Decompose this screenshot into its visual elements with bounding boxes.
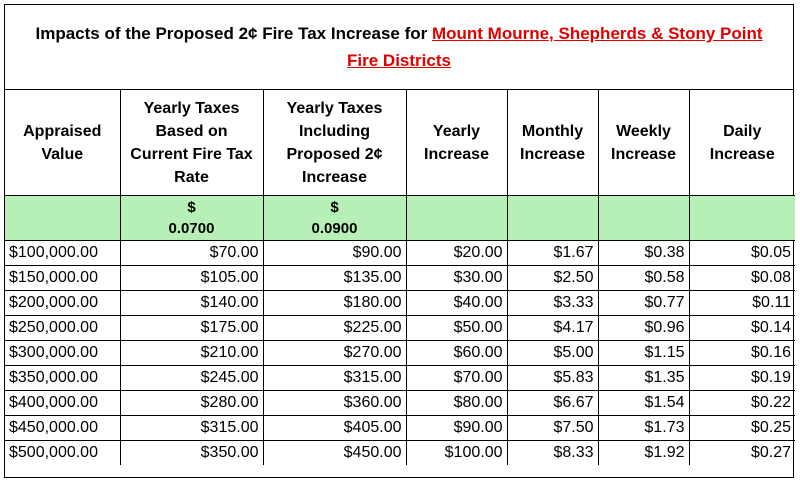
yearly-increase-cell: $50.00 xyxy=(406,316,507,341)
current-taxes-cell: $175.00 xyxy=(120,316,263,341)
current-taxes-cell: $105.00 xyxy=(120,266,263,291)
proposed-taxes-cell: $225.00 xyxy=(263,316,406,341)
table-row xyxy=(5,366,795,391)
current-rate-symbol: $ xyxy=(187,199,196,216)
yearly-increase-cell: $20.00 xyxy=(406,241,507,266)
monthly-increase-cell: $1.67 xyxy=(507,241,598,266)
daily-increase-cell: $0.11 xyxy=(689,291,795,316)
current-rate-cell xyxy=(120,196,263,241)
yearly-increase-cell: $30.00 xyxy=(406,266,507,291)
rate-cell-empty xyxy=(598,196,689,241)
monthly-increase-cell: $5.83 xyxy=(507,366,598,391)
daily-increase-cell: $0.16 xyxy=(689,341,795,366)
rate-cell-empty xyxy=(689,196,795,241)
daily-increase-cell: $0.22 xyxy=(689,391,795,416)
appraised-value-cell: $200,000.00 xyxy=(5,291,120,316)
rate-cell-empty xyxy=(406,196,507,241)
table-row xyxy=(5,241,795,266)
proposed-taxes-cell: $135.00 xyxy=(263,266,406,291)
header-appraised-value: Appraised Value xyxy=(5,90,120,196)
title-box xyxy=(5,5,793,90)
header-monthly-increase: Monthly Increase xyxy=(507,90,598,196)
title-districts: Mount Mourne, Shepherds & Stony Point Fire Districts xyxy=(347,24,763,70)
daily-increase-cell: $0.19 xyxy=(689,366,795,391)
current-taxes-cell: $245.00 xyxy=(120,366,263,391)
current-taxes-cell: $210.00 xyxy=(120,341,263,366)
daily-increase-cell: $0.05 xyxy=(689,241,795,266)
rate-cell-empty xyxy=(507,196,598,241)
data-rows xyxy=(5,241,795,466)
proposed-taxes-cell: $360.00 xyxy=(263,391,406,416)
appraised-value-cell: $150,000.00 xyxy=(5,266,120,291)
proposed-rate-symbol: $ xyxy=(330,199,339,216)
rate-cell-empty xyxy=(5,196,120,241)
tax-rate-row xyxy=(5,196,795,241)
current-rate-value: 0.0700 xyxy=(168,220,215,237)
appraised-value-cell: $400,000.00 xyxy=(5,391,120,416)
table-row xyxy=(5,291,795,316)
proposed-taxes-cell: $405.00 xyxy=(263,416,406,441)
weekly-increase-cell: $1.73 xyxy=(598,416,689,441)
current-taxes-cell: $70.00 xyxy=(120,241,263,266)
monthly-increase-cell: $5.00 xyxy=(507,341,598,366)
weekly-increase-cell: $1.92 xyxy=(598,441,689,466)
appraised-value-cell: $250,000.00 xyxy=(5,316,120,341)
page-title xyxy=(19,20,779,74)
tax-impact-sheet xyxy=(4,4,794,478)
appraised-value-cell: $350,000.00 xyxy=(5,366,120,391)
monthly-increase-cell: $6.67 xyxy=(507,391,598,416)
table-row xyxy=(5,316,795,341)
appraised-value-cell: $100,000.00 xyxy=(5,241,120,266)
title-prefix: Impacts of the Proposed 2¢ Fire Tax Increase for xyxy=(35,24,432,43)
weekly-increase-cell: $1.35 xyxy=(598,366,689,391)
proposed-rate-value: 0.0900 xyxy=(311,220,358,237)
proposed-taxes-cell: $90.00 xyxy=(263,241,406,266)
header-current-taxes: Yearly Taxes Based on Current Fire Tax Rate xyxy=(120,90,263,196)
current-taxes-cell: $350.00 xyxy=(120,441,263,466)
yearly-increase-cell: $70.00 xyxy=(406,366,507,391)
header-yearly-increase: Yearly Increase xyxy=(406,90,507,196)
table-row xyxy=(5,266,795,291)
daily-increase-cell: $0.25 xyxy=(689,416,795,441)
weekly-increase-cell: $0.38 xyxy=(598,241,689,266)
current-taxes-cell: $315.00 xyxy=(120,416,263,441)
header-daily-increase: Daily Increase xyxy=(689,90,795,196)
proposed-taxes-cell: $450.00 xyxy=(263,441,406,466)
yearly-increase-cell: $90.00 xyxy=(406,416,507,441)
yearly-increase-cell: $40.00 xyxy=(406,291,507,316)
daily-increase-cell: $0.08 xyxy=(689,266,795,291)
yearly-increase-cell: $100.00 xyxy=(406,441,507,466)
header-weekly-increase: Weekly Increase xyxy=(598,90,689,196)
proposed-rate-cell xyxy=(263,196,406,241)
monthly-increase-cell: $7.50 xyxy=(507,416,598,441)
monthly-increase-cell: $3.33 xyxy=(507,291,598,316)
yearly-increase-cell: $80.00 xyxy=(406,391,507,416)
table-row xyxy=(5,391,795,416)
header-proposed-taxes: Yearly Taxes Including Proposed 2¢ Increase xyxy=(263,90,406,196)
monthly-increase-cell: $8.33 xyxy=(507,441,598,466)
tax-impact-table xyxy=(5,90,795,465)
weekly-increase-cell: $0.77 xyxy=(598,291,689,316)
current-taxes-cell: $140.00 xyxy=(120,291,263,316)
appraised-value-cell: $500,000.00 xyxy=(5,441,120,466)
proposed-taxes-cell: $180.00 xyxy=(263,291,406,316)
proposed-taxes-cell: $270.00 xyxy=(263,341,406,366)
monthly-increase-cell: $2.50 xyxy=(507,266,598,291)
daily-increase-cell: $0.14 xyxy=(689,316,795,341)
weekly-increase-cell: $1.54 xyxy=(598,391,689,416)
appraised-value-cell: $300,000.00 xyxy=(5,341,120,366)
weekly-increase-cell: $0.58 xyxy=(598,266,689,291)
daily-increase-cell: $0.27 xyxy=(689,441,795,466)
yearly-increase-cell: $60.00 xyxy=(406,341,507,366)
table-row xyxy=(5,441,795,466)
weekly-increase-cell: $1.15 xyxy=(598,341,689,366)
weekly-increase-cell: $0.96 xyxy=(598,316,689,341)
proposed-taxes-cell: $315.00 xyxy=(263,366,406,391)
current-taxes-cell: $280.00 xyxy=(120,391,263,416)
header-row xyxy=(5,90,795,196)
table-row xyxy=(5,416,795,441)
table-row xyxy=(5,341,795,366)
monthly-increase-cell: $4.17 xyxy=(507,316,598,341)
appraised-value-cell: $450,000.00 xyxy=(5,416,120,441)
